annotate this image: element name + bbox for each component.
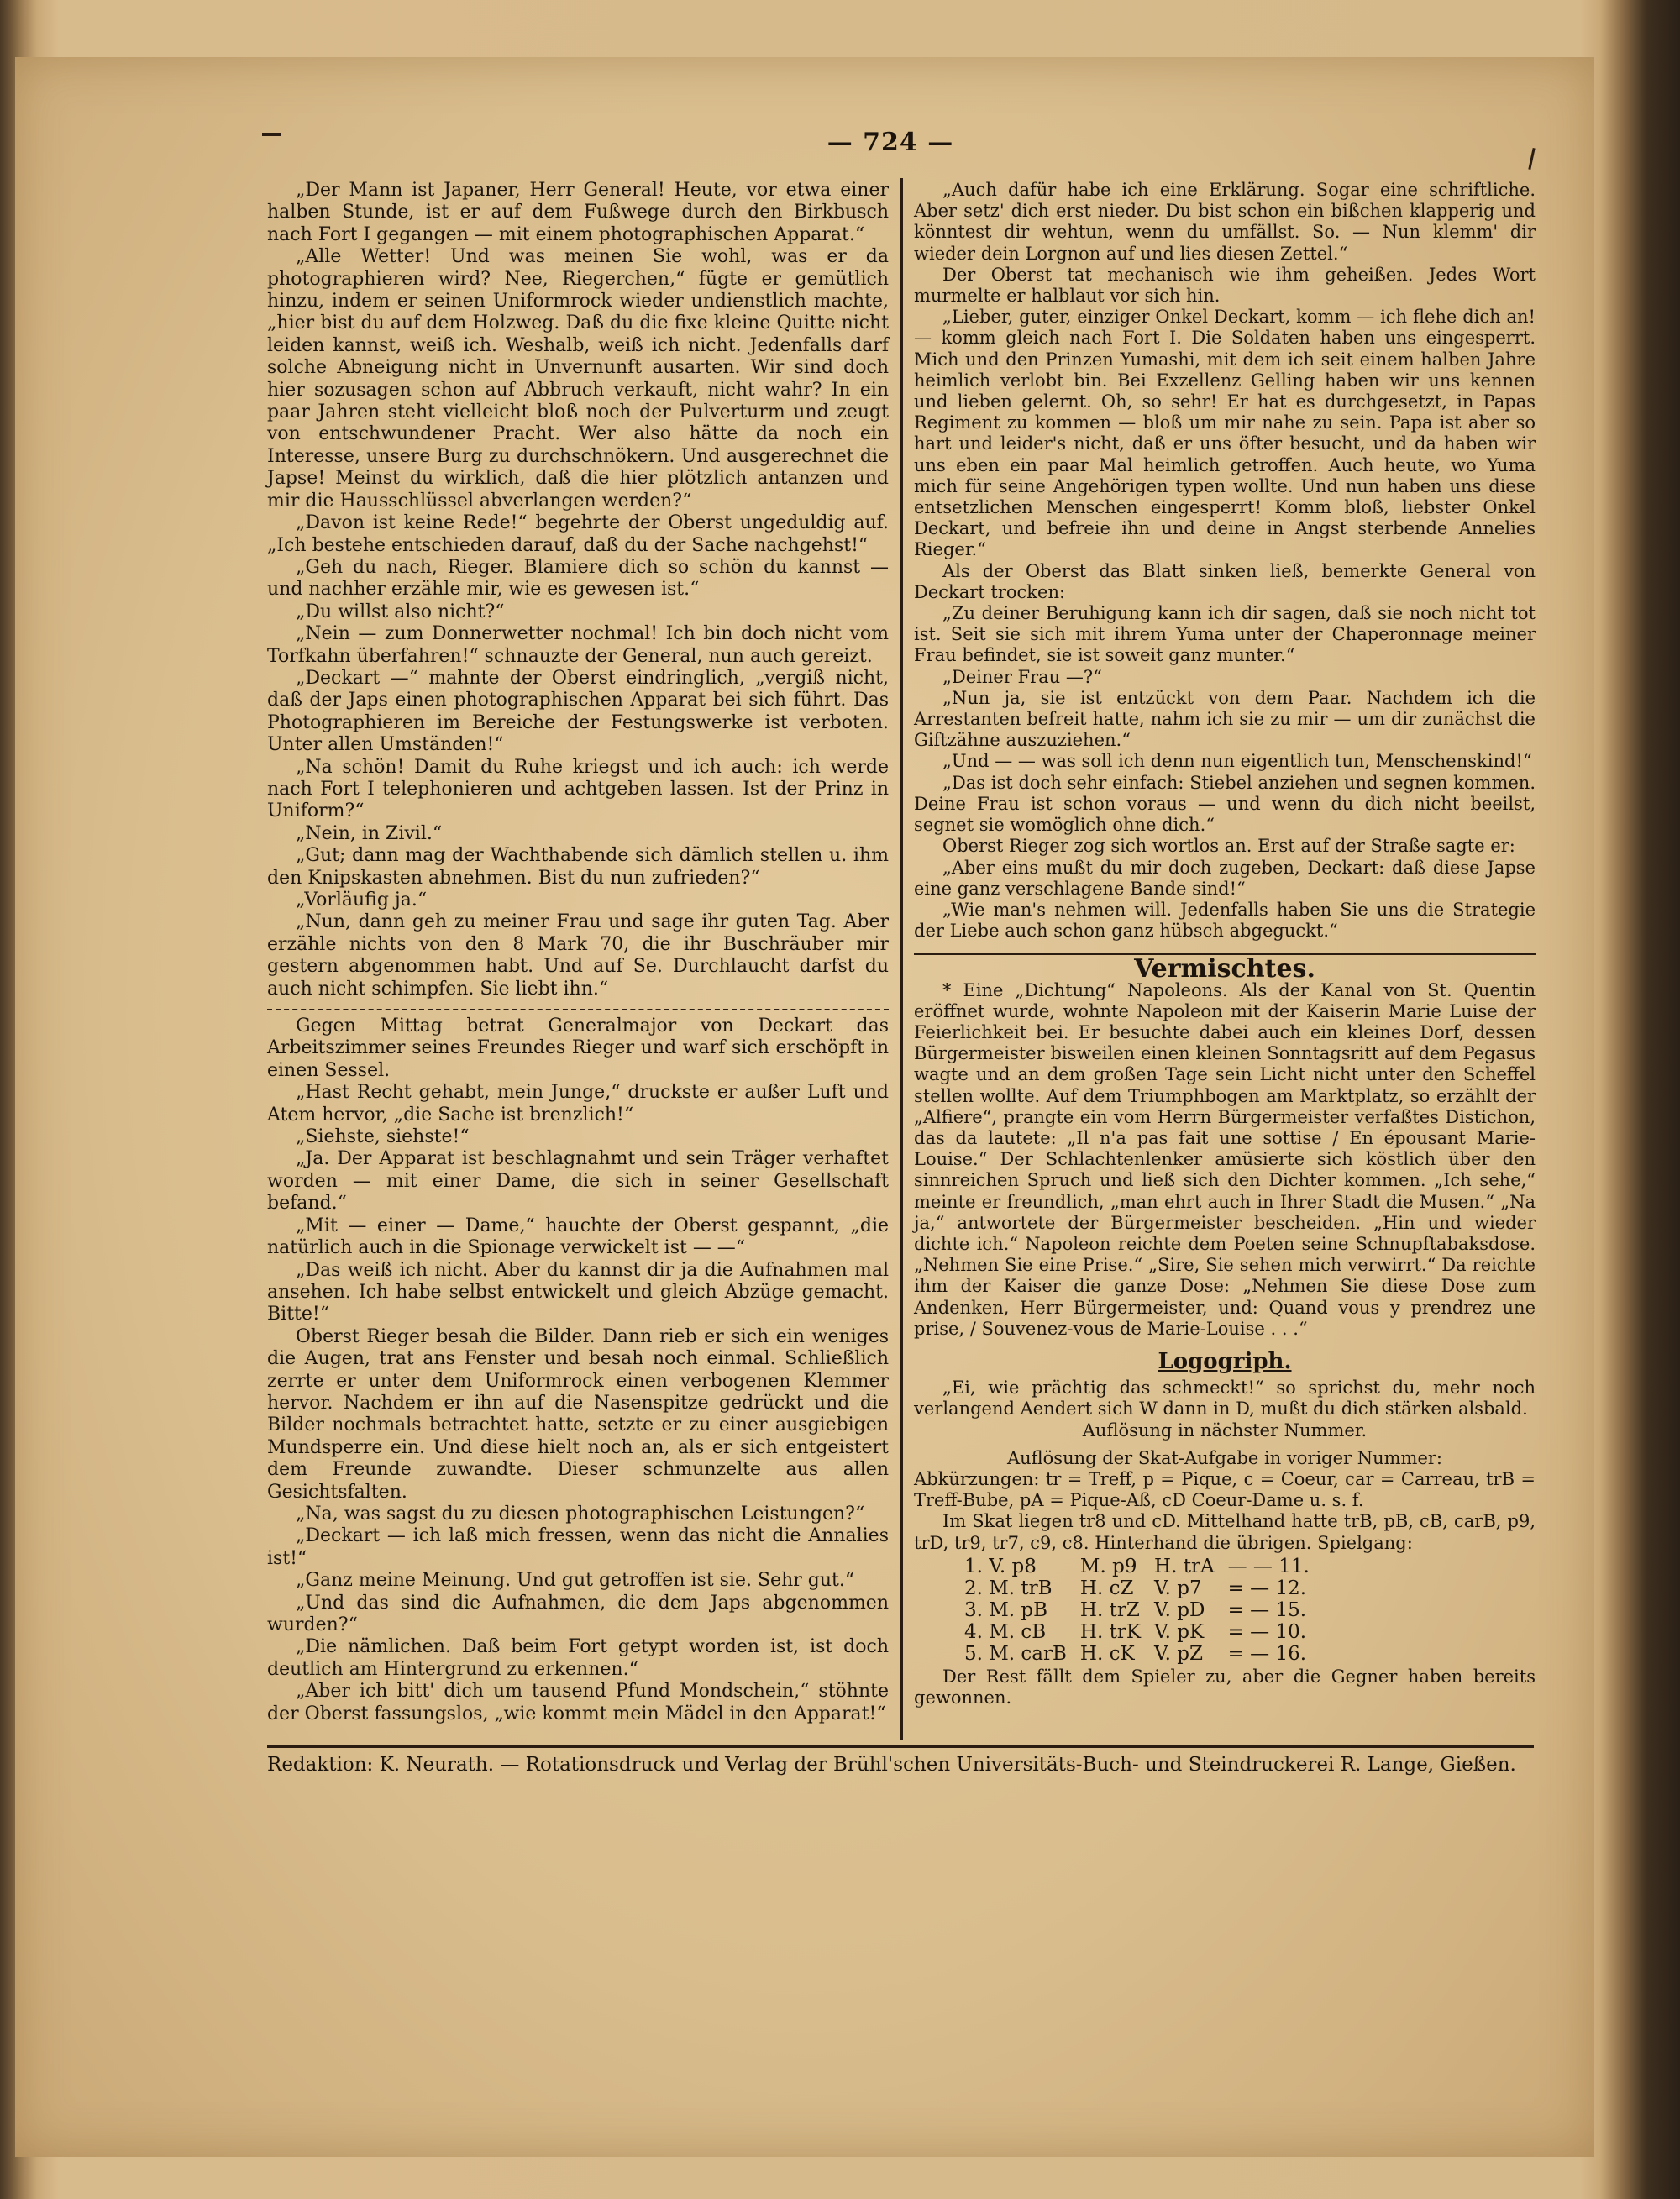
paragraph: „Das ist doch sehr einfach: Stiebel anziehen und segnen kommen. Deine Frau ist schon voraus — und wenn du dich nicht beeilst, segnet sie womöglich ohne dich.“ xyxy=(914,772,1536,836)
column-rule xyxy=(900,178,903,1740)
table-cell: 4. M. cB xyxy=(964,1620,1047,1643)
table-cell: 3. M. pB xyxy=(964,1598,1048,1621)
paragraph: „Nun ja, sie ist entzückt von dem Paar. Nachdem ich die Arrestanten befreit hatte, nahm ich sie zu mir — um dir zunächst die Giftzähne auszuziehen.“ xyxy=(914,687,1536,751)
logogriph-text: „Ei, wie prächtig das schmeckt!“ so sprichst du, mehr noch verlangend Aendert sich W dann in D, mußt du dich stärken alsbald. xyxy=(914,1378,1536,1420)
table-cell: 2. M. trB xyxy=(964,1577,1053,1599)
paragraph: „Lieber, guter, einziger Onkel Deckart, komm — ich flehe dich an! — komm gleich nach Fort I. Die Soldaten haben uns eingesperrt. Mich und den Prinzen Yumashi, mit dem ich seit einem halben Jahre heimlich verlobt bin. Bei Exzellenz Gelling haben wir uns kennen und lieben gelernt. Oh, so sehr! Er hat es durchgesetzt, in Papas Regiment zu kommen — bloß um mir nahe zu sein. Papa ist aber so hart und leider's nicht, daß er uns öfter besucht, und da haben wir uns eben ein paar Mal heimlich getroffen. Auch heute, wo Yuma mich für seine Angehörigen typen wollte. Und nun haben uns diese entsetzlichen Menschen eingesperrt! Komm bloß, liebster Onkel Deckart, und befreie ihn und deine in Angst sterbende Annelies Rieger.“ xyxy=(914,307,1536,560)
table-cell: H. trK xyxy=(1079,1620,1142,1643)
skat-intro: Im Skat liegen tr8 und cD. Mittelhand hatte trB, pB, cB, carB, p9, trD, tr9, tr7, c9, c8. Hinterhand die übrigen. Spielgang: xyxy=(914,1511,1536,1553)
footer-rule xyxy=(267,1745,1534,1748)
paragraph: „Das weiß ich nicht. Aber du kannst dir ja die Aufnahmen mal ansehen. Ich habe selbst entwickelt und gleich Abzüge gemacht. Bitte!“ xyxy=(267,1259,889,1325)
table-row xyxy=(964,1577,1323,1599)
paragraph: „Deiner Frau —?“ xyxy=(942,666,1102,687)
paragraph: „Deckart — ich laß mich fressen, wenn das nicht die Annalies ist!“ xyxy=(267,1525,889,1569)
table-cell: V. p7 xyxy=(1154,1577,1202,1599)
paragraph: Gegen Mittag betrat Generalmajor von Deckart das Arbeitszimmer seines Freundes Rieger und warf sich erschöpft in einen Sessel. xyxy=(267,1016,889,1081)
table-cell: H. trA xyxy=(1154,1555,1215,1577)
table-cell: = — 16. xyxy=(1227,1642,1307,1665)
paragraph: „Wie man's nehmen will. Jedenfalls haben Sie uns die Strategie der Liebe auch schon ganz hübsch abgeguckt.“ xyxy=(914,899,1536,942)
paragraph: „Nein — zum Donnerwetter nochmal! Ich bin doch nicht vom Torfkahn überfahren!“ schnauzte der General, nun auch gereizt. xyxy=(267,623,889,667)
table-row xyxy=(964,1599,1323,1621)
imprint-footer: Redaktion: K. Neurath. — Rotationsdruck und Verlag der Brühl'schen Universitäts-Buch- und Steindruckerei R. Lange, Gießen. xyxy=(267,1754,1516,1776)
table-cell: 5. M. carB xyxy=(964,1642,1067,1665)
table-cell: 1. V. p8 xyxy=(964,1555,1037,1577)
paragraph: „Auch dafür habe ich eine Erklärung. Sogar eine schriftliche. Aber setz' dich erst nieder. Du bist schon ein bißchen klapperig und könntest dir wehtun, wenn du umfällst. So. — Nun klemm' dir wieder dein Lorgnon auf und lies diesen Zettel.“ xyxy=(914,180,1536,264)
paragraph: „Na schön! Damit du Ruhe kriegst und ich auch: ich werde nach Fort I telephonieren und achtgeben lassen. Ist der Prinz in Uniform?“ xyxy=(267,756,889,822)
vermischtes-text: * Eine „Dichtung“ Napoleons. Als der Kanal von St. Quentin eröffnet wurde, wohnte Napoleon mit der Kaiserin Marie Luise der Feierlichkeit bei. Er besuchte dabei auch ein kleines Dorf, dessen Bürgermeister bisweilen einen kleinen Sonntagsritt auf dem Pegasus wagte und an dem großen Tage sein Licht nicht unter den Scheffel stellen wollte. Auf dem Triumphbogen am Marktplatz, so erzählt der „Alfiere“, prangte ein vom Herrn Bürgermeister verfaßtes Distichon, das da lautete: „Il n'a pas fait une sottise / En épousant Marie-Louise.“ Der Schlachtenlenker amüsierte sich köstlich über den sinnreichen Spruch und ließ sich den Dichter kommen. „Ich sehe,“ meinte er freundlich, „man ehrt auch in Ihrer Stadt die Musen.“ „Na ja,“ antwortete der Bürgermeister bescheiden. „Hin und wieder dichte ich.“ Napoleon reichte dem Poeten seine Schnupftabaksdose. „Nehmen Sie eine Prise.“ „Sire, Sie sehen mich verwirrt.“ Da reichte ihm der Kaiser die ganze Dose: „Nehmen Sie diese Dose zum Andenken, Herr Bürgermeister, und: Quand vous y prendrez une prise, / Souvenez-vous de Marie-Louise . . .“ xyxy=(914,979,1536,1339)
paragraph: „Hast Recht gehabt, mein Junge,“ druckste er außer Luft und Atem hervor, „die Sache ist brenzlich!“ xyxy=(267,1082,889,1126)
logogriph-note: Auflösung in nächster Nummer. xyxy=(1082,1420,1368,1441)
left-column xyxy=(267,180,889,1725)
paragraph: „Gut; dann mag der Wachthabende sich dämlich stellen u. ihm den Knipskasten abnehmen. Bist du nun zufrieden?“ xyxy=(267,845,889,889)
table-cell: = — 10. xyxy=(1227,1620,1307,1643)
table-row xyxy=(964,1621,1323,1643)
header-mark xyxy=(262,133,281,136)
table-cell: = — 12. xyxy=(1227,1577,1307,1599)
paragraph: „Alle Wetter! Und was meinen Sie wohl, was er da photographieren wird? Nee, Riegerchen,“ fügte er gemütlich hinzu, indem er seinen Uniformrock wieder undienstlich machte, „hier bist du auf dem Holzweg. Daß du die fixe kleine Quitte nicht leiden kannst, weiß ich. Weshalb, weiß ich nicht. Jedenfalls darf solche Abneigung nicht in Unvernunft ausarten. Wir sind doch hier sozusagen schon auf Abbruch verkauft, nicht wahr? In ein paar Jahren steht vielleicht bloß noch der Pulverturm und zeugt von entschwundener Pracht. Wer also hätte da noch ein Interesse, unsere Burg zu durchschnökern. Und ausgerechnet die Japse! Meinst du wirklich, daß die hier plötzlich antanzen und mir die Hausschlüssel abverlangen werden?“ xyxy=(267,246,889,512)
skat-game-table xyxy=(964,1556,1323,1665)
table-cell: H. trZ xyxy=(1079,1598,1140,1621)
paragraph: Als der Oberst das Blatt sinken ließ, bemerkte General von Deckart trocken: xyxy=(914,560,1536,602)
paragraph: „Aber eins mußt du mir doch zugeben, Deckart: daß diese Japse eine ganz verschlagene Bande sind!“ xyxy=(914,857,1536,899)
table-cell: — — 11. xyxy=(1227,1555,1310,1577)
page-number: — 724 — xyxy=(827,128,954,157)
paragraph: „Der Mann ist Japaner, Herr General! Heute, vor etwa einer halben Stunde, ist er auf dem Fußwege durch den Birkbusch nach Fort I gegangen — mit einem photographischen Apparat.“ xyxy=(267,180,889,245)
paragraph: „Die nämlichen. Daß beim Fort getypt worden ist, ist doch deutlich am Hintergrund zu erkennen.“ xyxy=(267,1636,889,1680)
table-cell: = — 15. xyxy=(1227,1598,1307,1621)
logogriph-title: Logogriph. xyxy=(1158,1348,1292,1374)
paragraph: „Mit — einer — Dame,“ hauchte der Oberst gespannt, „die natürlich auch in die Spionage verwickelt ist — —“ xyxy=(267,1215,889,1259)
right-column xyxy=(914,180,1536,1708)
skat-outro: Der Rest fällt dem Spieler zu, aber die Gegner haben bereits gewonnen. xyxy=(914,1666,1536,1708)
skat-title: Auflösung der Skat-Aufgabe in voriger Nummer: xyxy=(1006,1447,1443,1468)
table-row xyxy=(964,1643,1323,1665)
table-cell: V. pZ xyxy=(1154,1642,1203,1665)
paragraph: „Aber ich bitt' dich um tausend Pfund Mondschein,“ stöhnte der Oberst fassungslos, „wie kommt mein Mädel in den Apparat!“ xyxy=(267,1681,889,1724)
skat-abbreviations: Abkürzungen: tr = Treff, p = Pique, c = Coeur, car = Carreau, trB = Treff-Bube, pA = Pique-Aß, cD Coeur-Dame u. s. f. xyxy=(914,1468,1536,1511)
paragraph: „Nun, dann geh zu meiner Frau und sage ihr guten Tag. Aber erzähle nichts von den 8 Mark 70, die ihr Buschräuber mir gestern abgenommen habt. Und auf Se. Durchlaucht darfst du auch nicht schimpfen. Sie liebt ihn.“ xyxy=(267,911,889,1000)
table-cell: H. cK xyxy=(1079,1642,1135,1665)
paragraph: „Nein, in Zivil.“ xyxy=(296,822,443,844)
table-cell: V. pK xyxy=(1154,1620,1205,1643)
paragraph: „Zu deiner Beruhigung kann ich dir sagen, daß sie noch nicht tot ist. Seit sie sich mit ihrem Yuma unter der Chaperonnage meiner Frau befindet, sie ist soweit ganz munter.“ xyxy=(914,603,1536,666)
table-row xyxy=(964,1556,1323,1577)
paragraph: Der Oberst tat mechanisch wie ihm geheißen. Jedes Wort murmelte er halblaut vor sich hin. xyxy=(914,264,1536,307)
paragraph: „Und das sind die Aufnahmen, die dem Japs abgenommen wurden?“ xyxy=(267,1592,889,1635)
paragraph: „Siehste, siehste!“ xyxy=(296,1126,470,1148)
paragraph: „Geh du nach, Rieger. Blamiere dich so schön du kannst — und nachher erzähle mir, wie es gewesen ist.“ xyxy=(267,556,889,601)
story-separator xyxy=(267,1009,889,1010)
table-cell: M. p9 xyxy=(1079,1555,1137,1577)
paragraph: Oberst Rieger besah die Bilder. Dann rieb er sich ein weniges die Augen, trat ans Fenster und besah noch einmal. Schließlich zerrte er unter dem Uniformrock einen verbogenen Klemmer hervor. Nachdem er ihn auf die Nasenspitze gedrückt und die Bilder nochmals betrachtet hatte, setzte er zu einer ausgiebigen Mundsperre ein. Und diese hielt noch an, als er sich entgeistert dem Freunde zuwandte. Dieser schmunzelte aus allen Gesichtsfalten. xyxy=(267,1325,889,1503)
paragraph: „Vorläufig ja.“ xyxy=(296,890,428,911)
paragraph: „Ja. Der Apparat ist beschlagnahmt und sein Träger verhaftet worden — mit einer Dame, die sich in seiner Gesellschaft befand.“ xyxy=(267,1148,889,1215)
paragraph: „Ganz meine Meinung. Und gut getroffen ist sie. Sehr gut.“ xyxy=(296,1570,855,1592)
table-cell: H. cZ xyxy=(1079,1577,1134,1599)
paragraph: Oberst Rieger zog sich wortlos an. Erst auf der Straße sagte er: xyxy=(942,836,1515,857)
vermischtes-title: Vermischtes. xyxy=(1134,954,1315,984)
paragraph: „Du willst also nicht?“ xyxy=(296,601,505,622)
table-cell: V. pD xyxy=(1154,1598,1205,1621)
paragraph: „Und — — was soll ich denn nun eigentlich tun, Menschenskind!“ xyxy=(942,751,1532,772)
paragraph: „Davon ist keine Rede!“ begehrte der Oberst ungeduldig auf. „Ich bestehe entschieden darauf, daß du der Sache nachgehst!“ xyxy=(267,512,889,556)
paragraph: „Deckart —“ mahnte der Oberst eindringlich, „vergiß nicht, daß der Japs einen photographischen Apparat bei sich führt. Das Photographieren im Bereiche der Festungswerke ist verboten. Unter allen Umständen!“ xyxy=(267,667,889,756)
paragraph: „Na, was sagst du zu diesen photographischen Leistungen?“ xyxy=(296,1503,865,1525)
